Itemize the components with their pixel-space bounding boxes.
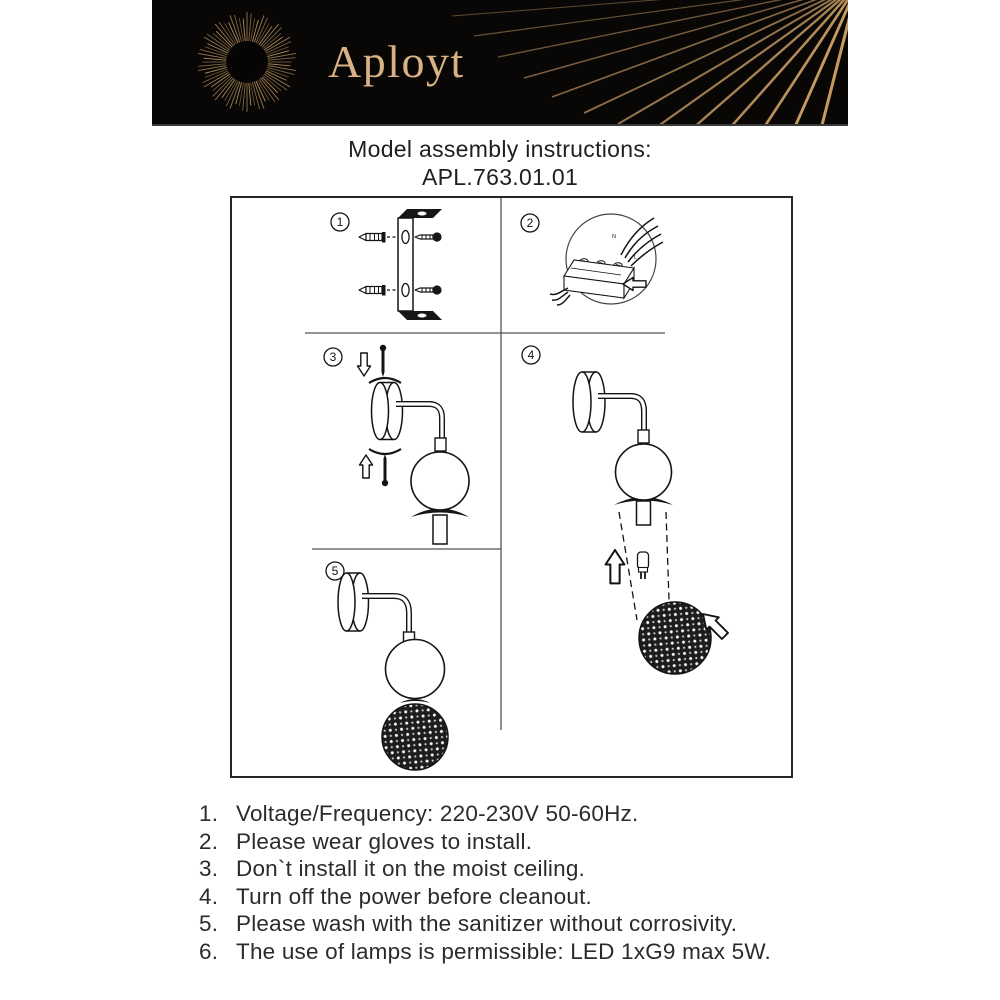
item-text: Turn off the power before cleanout. [236, 883, 592, 909]
socket-holder [638, 430, 649, 443]
sunburst-center [228, 43, 266, 81]
item-number: 5. [199, 911, 219, 937]
washer-icon [369, 449, 401, 454]
svg-text:3: 3 [329, 350, 337, 364]
list-item [199, 911, 839, 939]
item-text: Don`t install it on the moist ceiling. [236, 856, 586, 882]
wall-canopy [338, 573, 369, 631]
assembly-diagram [230, 196, 793, 778]
page-title: Model assembly instructions: [348, 136, 652, 162]
step4-marker [522, 346, 540, 364]
svg-text:4: 4 [527, 348, 535, 362]
glass-sphere [411, 452, 469, 510]
screw-icon [382, 454, 388, 486]
item-text: Please wear gloves to install. [236, 828, 533, 854]
g9-bulb-icon [638, 552, 649, 579]
stem [637, 501, 651, 525]
wire-label-l: L [634, 255, 638, 261]
stem [433, 515, 447, 544]
step3-marker [324, 348, 342, 366]
up-arrow-icon [606, 550, 625, 583]
item-number: 1. [199, 801, 219, 826]
svg-text:2: 2 [526, 216, 534, 230]
wall-canopy [573, 372, 605, 432]
step1-bracket-diagram [359, 209, 442, 320]
list-item [199, 829, 839, 857]
up-arrow-icon [360, 455, 373, 478]
guide-line [619, 512, 637, 620]
title-block [0, 135, 1000, 191]
item-number: 4. [199, 883, 219, 909]
step4-bulb-diagram [573, 372, 731, 674]
wall-anchor-icon [359, 285, 397, 296]
wire-label-n: N [612, 234, 616, 240]
corner-rays-decoration [452, 0, 848, 124]
step2-marker [521, 214, 539, 232]
crystal-shade [382, 704, 448, 770]
svg-text:1: 1 [336, 215, 344, 229]
item-text: Voltage/Frequency: 220-230V 50-60Hz. [236, 801, 639, 826]
screw-icon [380, 345, 386, 377]
item-text: Please wash with the sanitizer without corrosivity. [236, 911, 738, 937]
glass-sphere [616, 444, 672, 500]
item-number: 2. [199, 828, 219, 854]
socket-holder [435, 438, 446, 451]
instruction-list [199, 801, 839, 967]
item-number: 6. [199, 938, 219, 964]
step5-assembled-lamp-diagram [338, 573, 448, 770]
item-text: The use of lamps is permissible: LED 1xG9 max 5W. [236, 938, 771, 964]
item-number: 3. [199, 856, 219, 882]
list-item [199, 801, 839, 829]
svg-text:5: 5 [331, 564, 339, 578]
list-item [199, 856, 839, 884]
step3-canopy-diagram [358, 345, 470, 544]
brand-banner [152, 0, 848, 126]
diagram-border [231, 197, 792, 777]
guide-line [666, 512, 669, 600]
step2-wiring-diagram [550, 214, 663, 305]
list-item [199, 939, 839, 967]
list-item [199, 884, 839, 912]
crystal-shade [639, 602, 711, 674]
wall-canopy [372, 383, 403, 440]
model-number: APL.763.01.01 [421, 164, 579, 190]
down-arrow-icon [358, 353, 371, 376]
step1-marker [331, 213, 349, 231]
glass-sphere [386, 640, 445, 699]
wall-anchor-icon [359, 232, 397, 243]
screw-icon [415, 285, 442, 294]
collar-ring [400, 699, 430, 703]
brand-wordmark: Aployt [328, 36, 465, 87]
banner-art [152, 0, 848, 124]
screw-icon [415, 232, 442, 241]
